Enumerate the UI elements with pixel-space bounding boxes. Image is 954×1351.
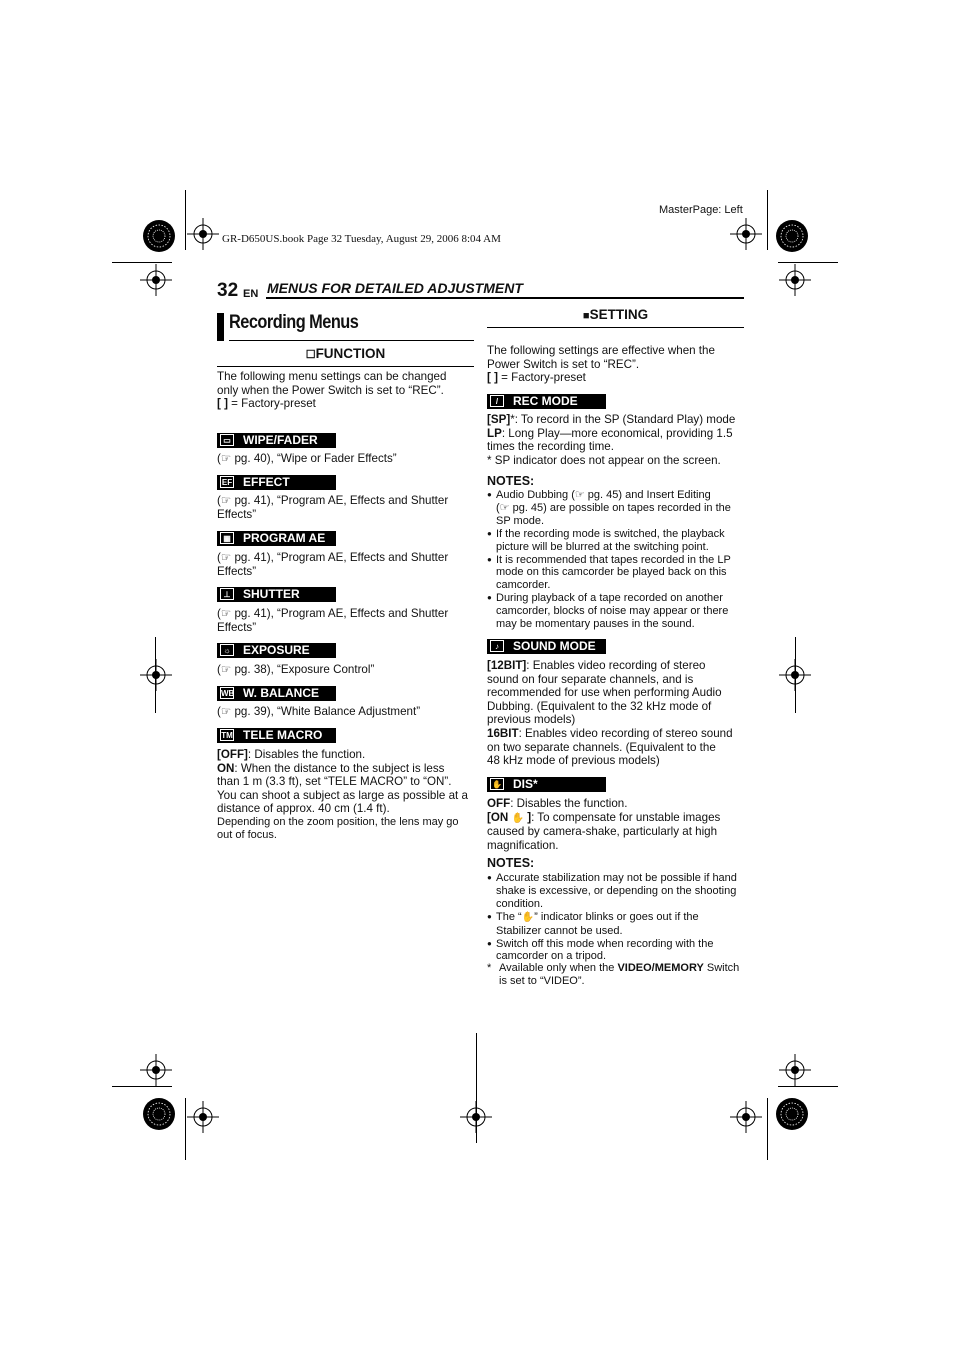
tele-macro-icon: TM	[221, 731, 233, 740]
menu-item-tele-macro: TM TELE MACRO	[217, 728, 336, 743]
setting-heading: ■SETTING	[582, 307, 649, 322]
menu-item-white-balance: WB W. BALANCE	[217, 686, 336, 701]
setting-rule	[487, 327, 744, 328]
stabilizer-icon: ✋	[511, 812, 524, 824]
exposure-ref: (☞ pg. 38), “Exposure Control”	[217, 663, 375, 676]
list-item: ● Accurate stabilization may not be possible if hand shake is excessive, or depending on the shooting condition.	[487, 872, 749, 911]
list-item: ● During playback of a tape recorded on another camcorder, blocks of noise may appear or there may be momentary pauses in the sound.	[487, 592, 749, 631]
setting-intro: The following settings are effective when the Power Switch is set to “REC”. [ ] = Factory-preset	[487, 344, 715, 385]
page-title: Recording Menus	[229, 312, 359, 333]
function-rule	[217, 366, 474, 367]
white-balance-icon: WB	[221, 689, 235, 698]
exposure-icon: ☼	[220, 644, 234, 656]
menu-item-sound-mode: ♪ SOUND MODE	[487, 639, 606, 654]
white-balance-ref: (☞ pg. 39), “White Balance Adjustment”	[217, 705, 421, 718]
title-marker	[217, 313, 224, 341]
menu-item-rec-mode: / REC MODE	[487, 394, 606, 409]
rec-mode-description: [SP]*: To record in the SP (Standard Play) mode LP: Long Play—more economical, providing 1.5 times the recording time. * SP indicator does not appear on the screen.	[487, 413, 736, 467]
book-info-line: GR-D650US.book Page 32 Tuesday, August 29, 2006 8:04 AM	[222, 233, 501, 245]
function-icon: ☐	[305, 349, 316, 361]
section-title: MENUS FOR DETAILED ADJUSTMENT	[267, 280, 523, 296]
notes-heading-1: NOTES:	[487, 474, 535, 488]
menu-item-program-ae: ▦ PROGRAM AE	[217, 531, 336, 546]
shutter-icon: ⊥	[220, 588, 234, 600]
camera-icon: ■	[582, 310, 590, 322]
rec-mode-icon: /	[490, 395, 504, 407]
dis-description: OFF: Disables the function. [ON ✋ ]: To compensate for unstable images caused by camera-shake, particularly at high magnification.	[487, 797, 721, 852]
tele-macro-description: [OFF]: Disables the function. ON: When the distance to the subject is less than 1 m (3.3 ft), set “TELE MACRO” to “ON”. You can shoot a subject as large as possible at a distance of approx. 40 cm (1.4 ft). Depending on the zoom position, the lens may go out of focus.	[217, 748, 468, 841]
notes-list-2	[487, 872, 749, 963]
function-intro: The following menu settings can be changed only when the Power Switch is set to “REC”. [ ] = Factory-preset	[217, 370, 447, 411]
stabilizer-icon: ✋	[521, 911, 535, 923]
effect-ref: (☞ pg. 41), “Program AE, Effects and Shutter Effects”	[217, 494, 449, 521]
function-heading: ☐FUNCTION	[305, 346, 386, 361]
wipe-fader-icon: ▭	[220, 434, 234, 446]
menu-item-exposure: ☼ EXPOSURE	[217, 643, 336, 658]
masterpage-label: MasterPage: Left	[659, 204, 743, 216]
notes-heading-2: NOTES:	[487, 856, 535, 870]
sound-mode-description: [12BIT]: Enables video recording of stereo sound on four separate channels, and is recommended for use when performing Audio Dubbing. (Equivalent to the 32 kHz mode of previous models) 16BIT: Enables video recording of stereo sound on two separate channels. (Equivalent to the 48 kHz mode of previous models)	[487, 659, 733, 768]
dis-footnote: * Available only when the VIDEO/MEMORY Switch is set to “VIDEO”.	[487, 962, 740, 987]
notes-list-1	[487, 489, 749, 631]
header-rule	[266, 297, 744, 299]
menu-item-shutter: ⊥ SHUTTER	[217, 587, 336, 602]
list-item: ● It is recommended that tapes recorded in the LP mode on this camcorder be played back on this camcorder.	[487, 554, 749, 593]
sound-mode-icon: ♪	[490, 640, 504, 652]
list-item: ● If the recording mode is switched, the playback picture will be blurred at the switching point.	[487, 528, 749, 554]
program-ae-ref: (☞ pg. 41), “Program AE, Effects and Shutter Effects”	[217, 551, 449, 578]
effect-icon: EF	[221, 478, 233, 487]
list-item: ● The “✋” indicator blinks or goes out if the Stabilizer cannot be used.	[487, 911, 749, 938]
wipe-fader-ref: (☞ pg. 40), “Wipe or Fader Effects”	[217, 452, 397, 465]
language-code: EN	[243, 288, 259, 300]
program-ae-icon: ▦	[220, 532, 234, 544]
shutter-ref: (☞ pg. 41), “Program AE, Effects and Shutter Effects”	[217, 607, 449, 634]
list-item: ● Switch off this mode when recording with the camcorder on a tripod.	[487, 938, 749, 964]
menu-item-effect: EF EFFECT	[217, 475, 336, 490]
page-number: 32	[217, 280, 239, 301]
stabilizer-icon: ✋	[490, 778, 504, 790]
list-item: ● Audio Dubbing (☞ pg. 45) and Insert Editing (☞ pg. 45) are possible on tapes recorded in the SP mode.	[487, 489, 749, 528]
menu-item-wipe-fader: ▭ WIPE/FADER	[217, 433, 336, 448]
title-rule	[229, 340, 474, 341]
menu-item-dis: ✋ DIS*	[487, 777, 606, 792]
